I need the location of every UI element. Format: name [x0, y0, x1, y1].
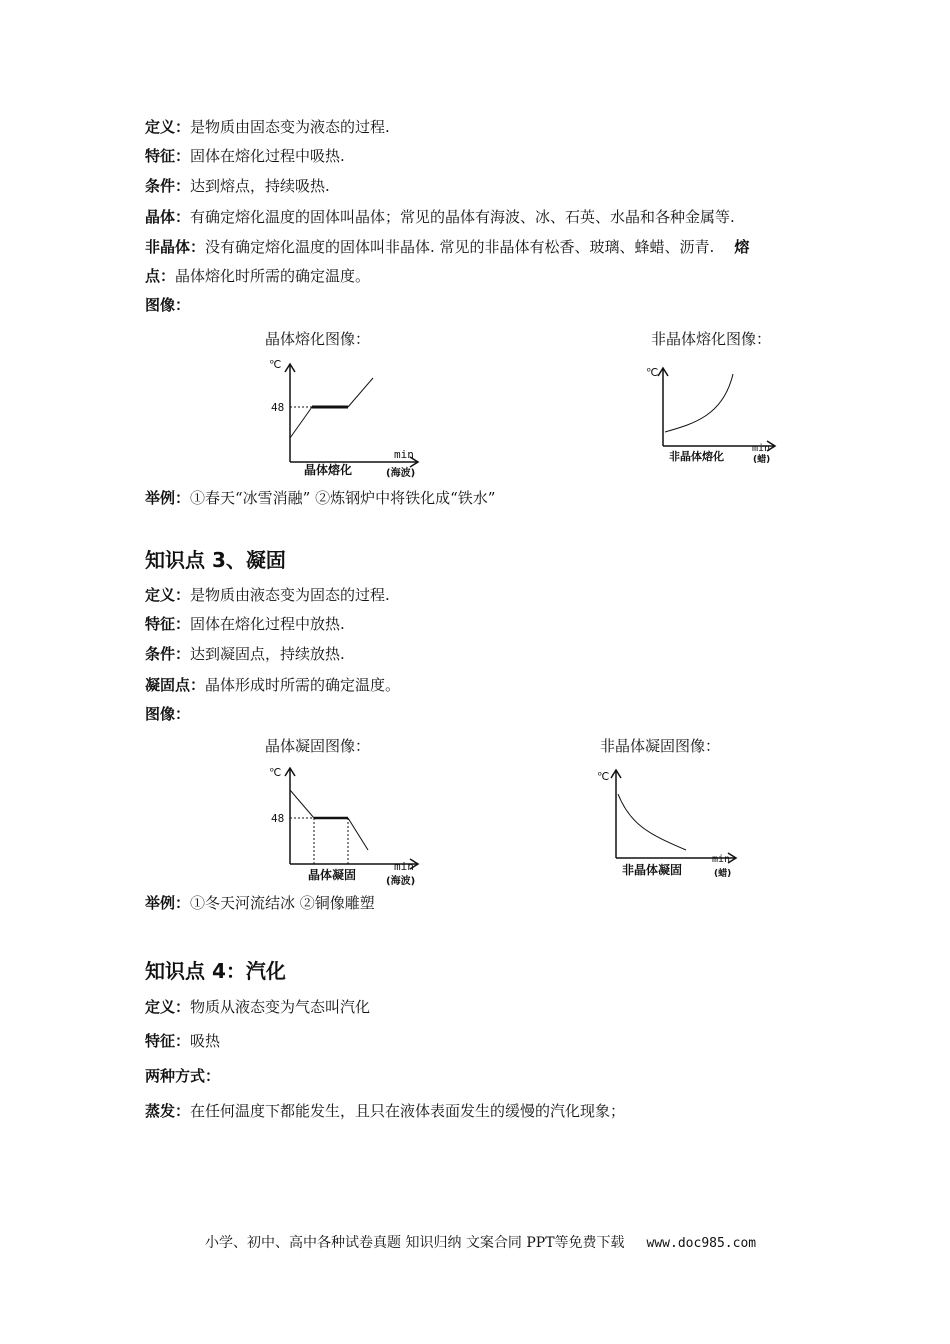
- y-unit-label: ℃: [597, 770, 610, 783]
- y-unit-label: ℃: [646, 366, 659, 379]
- freezing-point-text: 晶体形成时所需的确定温度。: [205, 676, 401, 694]
- y-mark-label: 48: [271, 401, 285, 414]
- evaporation-label: 蒸发：: [145, 1102, 191, 1120]
- footer-url[interactable]: www.doc985.com: [646, 1236, 757, 1251]
- crystal-definition: [145, 206, 735, 228]
- amorphous-text: 没有确定熔化温度的固体叫非晶体. 常见的非晶体有松香、玻璃、蜂蜡、沥青.: [205, 238, 715, 256]
- amorphous-solidification-graph: [596, 764, 746, 882]
- definition-label: 定义：: [145, 118, 191, 136]
- section-heading-solidification: 知识点 3、凝固: [145, 548, 286, 572]
- melting-condition: [145, 175, 330, 197]
- amorphous-melting-graph: [643, 364, 783, 468]
- condition-label: 条件：: [145, 177, 191, 195]
- example-label: 举例：: [145, 894, 191, 912]
- solidification-graph-label: [145, 703, 190, 725]
- melting-point-text: 晶体熔化时所需的确定温度。: [175, 267, 371, 285]
- feature-label: 特征：: [145, 1032, 191, 1050]
- feature-text: 吸热: [190, 1032, 221, 1050]
- melting-definition: [145, 116, 390, 138]
- amorphous-definition: [145, 236, 749, 258]
- liquid-segment: [348, 378, 373, 407]
- graph-title: 晶体凝固: [308, 868, 357, 882]
- freezing-point: [145, 674, 400, 696]
- amorphous-melting-caption: 非晶体熔化图像：: [651, 330, 772, 348]
- x-unit-label: min: [394, 448, 414, 461]
- evaporation: [145, 1100, 625, 1122]
- condition-text: 达到熔点，持续吸热.: [190, 177, 330, 195]
- section-heading-vaporization: 知识点 4：汽化: [145, 959, 286, 983]
- footer-text: 小学、初中、高中各种试卷真题 知识归纳 文案合同 PPT等免费下载: [205, 1235, 625, 1251]
- amorphous-label: 非晶体：: [145, 238, 206, 256]
- solidification-example: [145, 892, 375, 914]
- y-mark-label: 48: [271, 812, 285, 825]
- x-unit-label: min: [394, 860, 414, 873]
- melting-graph-label: [145, 294, 190, 316]
- graph-sub: (海波): [386, 468, 416, 479]
- graph-title: 非晶体凝固: [622, 863, 683, 877]
- crystal-solidification-caption: 晶体凝固图像：: [265, 737, 371, 755]
- graph-sub: (海波): [386, 876, 416, 887]
- solidification-definition: [145, 584, 390, 606]
- crystal-label: 晶体：: [145, 208, 191, 226]
- definition-text: 是物质由液态变为固态的过程.: [190, 586, 390, 604]
- crystal-melting-graph: [268, 354, 438, 482]
- freezing-point-label: 凝固点：: [145, 676, 206, 694]
- solidification-condition: [145, 643, 345, 665]
- feature-text: 固体在熔化过程中吸热.: [190, 147, 345, 165]
- y-unit-label: ℃: [269, 358, 282, 371]
- modes-label: 两种方式：: [145, 1067, 221, 1085]
- graph-title: 晶体熔化: [304, 463, 353, 477]
- solid-segment: [348, 818, 368, 850]
- solidification-curve: [618, 794, 686, 850]
- melting-feature: [145, 145, 345, 167]
- graph-sub: (蜡): [714, 869, 732, 879]
- x-unit-label: min: [712, 854, 731, 865]
- amorphous-solidification-caption: 非晶体凝固图像：: [600, 737, 721, 755]
- melting-point-label-a: 熔: [734, 238, 750, 256]
- feature-text: 固体在熔化过程中放热.: [190, 615, 345, 633]
- example-label: 举例：: [145, 489, 191, 507]
- heating-segment: [290, 407, 312, 438]
- feature-label: 特征：: [145, 615, 191, 633]
- graph-title: 非晶体熔化: [669, 450, 724, 463]
- cooling-segment: [290, 790, 314, 818]
- melting-point: [145, 265, 370, 287]
- y-unit-label: ℃: [269, 766, 282, 779]
- solidification-feature: [145, 613, 345, 635]
- crystal-melting-caption: 晶体熔化图像：: [265, 330, 371, 348]
- graph-label: 图像：: [145, 296, 191, 314]
- definition-text: 是物质由固态变为液态的过程.: [190, 118, 390, 136]
- vaporization-feature: [145, 1030, 220, 1052]
- condition-text: 达到凝固点，持续放热.: [190, 645, 345, 663]
- definition-label: 定义：: [145, 998, 191, 1016]
- condition-label: 条件：: [145, 645, 191, 663]
- feature-label: 特征：: [145, 147, 191, 165]
- crystal-text: 有确定熔化温度的固体叫晶体；常见的晶体有海波、冰、石英、水晶和各种金属等.: [190, 208, 735, 226]
- graph-label: 图像：: [145, 705, 191, 723]
- melting-curve: [665, 374, 733, 432]
- melting-example: [145, 487, 495, 509]
- example-text: ①冬天河流结冰 ②铜像雕塑: [190, 894, 375, 912]
- example-text: ①春天“冰雪消融” ②炼钢炉中将铁化成“铁水”: [190, 489, 496, 507]
- page-footer: [205, 1232, 756, 1252]
- graph-sub: (蜡): [753, 455, 771, 465]
- crystal-solidification-graph: [268, 762, 438, 890]
- vaporization-definition: [145, 996, 370, 1018]
- x-unit-label: min: [752, 443, 771, 454]
- definition-text: 物质从液态变为气态叫汽化: [190, 998, 371, 1016]
- melting-point-label-b: 点：: [145, 267, 176, 285]
- vaporization-modes: [145, 1065, 220, 1087]
- evaporation-text: 在任何温度下都能发生，且只在液体表面发生的缓慢的汽化现象；: [190, 1102, 626, 1120]
- definition-label: 定义：: [145, 586, 191, 604]
